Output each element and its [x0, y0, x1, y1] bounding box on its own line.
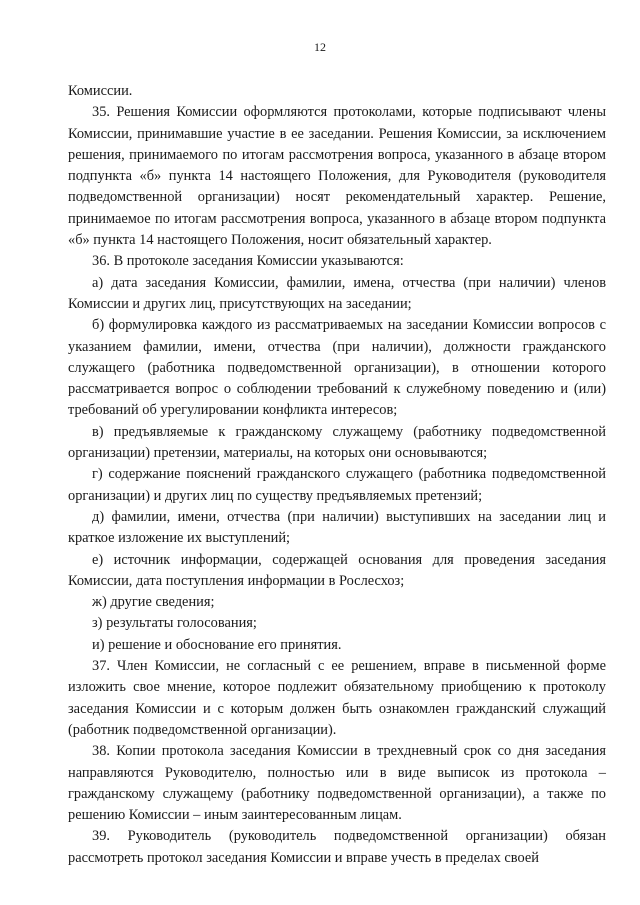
paragraph-35: 35. Решения Комиссии оформляются протоколами, которые подписывают члены Комиссии, принимавшие участие в ее заседании. Решения Комиссии, за исключением решения, принимаемого по итогам рассмотрения вопроса, указанного в абзаце втором подпункта «б» пункта 14 настоящего Положения, для Руководителя (руководителя подведомственной организации) носят рекомендательный характер. Решение, принимаемое по итогам рассмотрения вопроса, указанного в абзаце втором подпункта «б» пункта 14 настоящего Положения, носит обязательный характер.: [68, 104, 606, 249]
paragraph-continuation: Комиссии.: [68, 83, 133, 99]
paragraph-37: 37. Член Комиссии, не согласный с ее решением, вправе в письменной форме изложить свое мнение, которое подлежит обязательному приобщению к протоколу заседания Комиссии и с которым должен быть ознакомлен гражданский служащий (работник подведомственной организации).: [68, 658, 606, 738]
paragraph-38: 38. Копии протокола заседания Комиссии в трехдневный срок со дня заседания направляются Руководителю, полностью или в виде выписок из протокола – гражданскому служащему (работнику подведомственной организации), а также по решению Комиссии – иным заинтересованным лицам.: [68, 743, 606, 824]
document-body: [68, 81, 606, 869]
list-item-z: з) результаты голосования;: [92, 615, 257, 632]
list-item-b: б) формулировка каждого из рассматриваемых на заседании Комиссии вопросов с указанием фамилии, имени, отчества (при наличии), должности гражданского служащего (работника подведомственной организации), в отношении которого рассматривается вопрос о соблюдении требований к служебному поведению и (или) требований об урегулировании конфликта интересов;: [68, 317, 606, 419]
list-item-e: е) источник информации, содержащей основания для проведения заседания Комиссии, дата поступления информации в Рослесхоз;: [68, 551, 606, 589]
paragraph-39: 39. Руководитель (руководитель подведомственной организации) обязан рассмотреть протокол заседания Комиссии и вправе учесть в пределах своей: [68, 828, 606, 866]
list-item-zh: ж) другие сведения;: [92, 594, 215, 611]
paragraph-36: 36. В протоколе заседания Комиссии указываются:: [92, 253, 404, 270]
list-item-a: а) дата заседания Комиссии, фамилии, имена, отчества (при наличии) членов Комиссии и других лиц, присутствующих на заседании;: [68, 274, 606, 312]
list-item-d: д) фамилии, имени, отчества (при наличии) выступивших на заседании лиц и краткое изложение их выступлений;: [68, 508, 606, 547]
list-item-g: г) содержание пояснений гражданского служащего (работника подведомственной организации) и других лиц по существу предъявляемых претензий;: [68, 466, 606, 504]
list-item-i: и) решение и обоснование его принятия.: [92, 636, 342, 653]
list-item-v: в) предъявляемые к гражданскому служащему (работнику подведомственной организации) претензии, материалы, на которых они основываются;: [68, 423, 606, 462]
page-number: 12: [314, 40, 326, 54]
